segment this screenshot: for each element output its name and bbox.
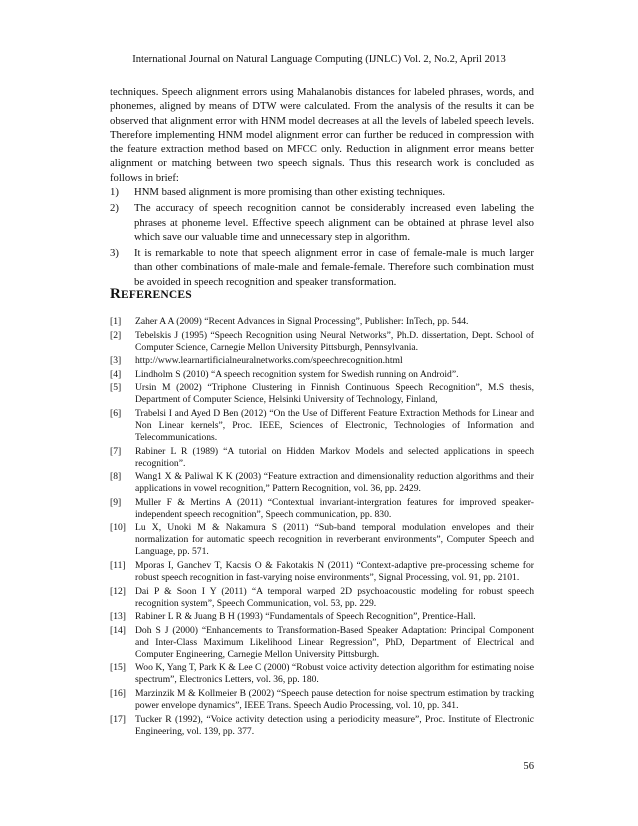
references-heading-initial: R [110,286,122,302]
reference-text: Mporas I, Ganchev T, Kacsis O & Fakotakis N (2011) “Context-adaptive pre-processing scheme for robust speech recognition in fast-varying noise environments”, Signal Processing, vol. 91, pp. 2101. [135,559,534,583]
reference-number: [7] [110,445,122,457]
reference-text: Lindholm S (2010) “A speech recognition system for Swedish running on Android”. [135,368,459,380]
reference-item [110,355,534,367]
references-heading-rest: EFERENCES [121,289,192,301]
reference-text: Tebelskis J (1995) “Speech Recognition using Neural Networks”, Ph.D. dissertation, Dept. School of Computer Science, Carnegie Mellon University Pittsburgh, Pennsylvania. [135,329,534,353]
reference-item [110,522,534,558]
reference-number: [1] [110,316,122,327]
reference-item [110,586,534,610]
reference-text: Tucker R (1992), “Voice activity detection using a periodicity measure”, Proc. Institute of Electronic Engineering, vol. 139, pp. 377. [135,713,534,737]
reference-text: Woo K, Yang T, Park K & Lee C (2000) “Robust voice activity detection algorithm for estimating noise spectrum”, Electronics Letters, vol. 36, pp. 180. [135,662,534,686]
reference-item [110,497,534,521]
reference-item [110,446,534,470]
references-list [110,316,534,739]
reference-item [110,471,534,495]
reference-text: Lu X, Unoki M & Nakamura S (2011) “Sub-band temporal modulation envelopes and their normalization for automatic speech recognition in reverberant environments”, Computer Speech and Language, pp. 571. [135,522,534,558]
reference-number: [15] [110,662,126,674]
reference-text: Rabiner L R & Juang B H (1993) “Fundamentals of Speech Recognition”, Prentice-Hall. [135,611,476,623]
reference-number: [4] [110,368,122,380]
conclusion-text: The accuracy of speech recognition cannot be considerably increased even labeling the phrases at phoneme level. Effective speech alignment can be obtained at phrase level also which save our valuable time and unnecessary step in algorithm. [134,202,534,243]
reference-item [110,330,534,354]
page-number: 56 [523,761,534,772]
reference-number: [6] [110,407,122,419]
reference-text: Wang1 X & Paliwal K K (2003) “Feature extraction and dimensionality reduction algorithms and their applications in vowel recognition,” Pattern Recognition, vol. 36, pp. 2429. [135,471,534,495]
reference-text: Doh S J (2000) “Enhancements to Transformation-Based Speaker Adaptation: Principal Component and Inter-Class Maximum Likelihood Linear Regression”, PhD, Department of Electrical and Computer Engineering, Carnegie Mellon University Pittsburgh. [135,624,534,660]
reference-text: http://www.learnartificialneuralnetworks.com/speechrecognition.html [135,355,403,367]
reference-number: [12] [110,585,126,597]
reference-item [110,625,534,661]
reference-item [110,611,534,623]
reference-number: [10] [110,522,126,534]
reference-number: [3] [110,355,122,367]
reference-text: Trabelsi I and Ayed D Ben (2012) “On the Use of Different Feature Extraction Methods for Linear and Non Linear kernels”, Proc. IEEE, Sciences of Electronic, Technologies of Information and Telecommunications. [135,407,534,443]
reference-number: [5] [110,382,122,394]
reference-item [110,662,534,686]
references-heading [110,286,192,303]
conclusion-number: 2) [110,202,119,215]
conclusion-item [110,185,534,199]
reference-number: [9] [110,496,122,508]
reference-item [110,560,534,584]
reference-text: Rabiner L R (1989) “A tutorial on Hidden Markov Models and selected applications in speech recognition”. [135,445,534,469]
conclusion-item [110,246,534,289]
reference-item [110,316,534,328]
reference-number: [13] [110,611,126,623]
conclusion-number: 3) [110,247,119,260]
reference-number: [17] [110,713,126,725]
intro-paragraph: techniques. Speech alignment errors using Mahalanobis distances for labeled phrases, words, and phonemes, aligned by means of DTW were calculated. From the analysis of the results it can be observed that alignment error with HNM model decreases at all the levels of labeled speech levels. Therefore implementing HNM model alignment error can further be reduced in compression with the feature extraction method based on MFCC only. Reduction in alignment error means better alignment or matching between two speech signals. Thus this research work is concluded as follows in brief: [110,86,534,184]
conclusion-number: 1) [110,186,119,198]
reference-item [110,688,534,712]
reference-number: [16] [110,687,126,699]
reference-item [110,369,534,381]
reference-number: [14] [110,624,126,636]
reference-item [110,408,534,444]
reference-item [110,382,534,406]
conclusion-text: HNM based alignment is more promising than other existing techniques. [134,186,446,198]
reference-number: [11] [110,559,126,571]
reference-number: [8] [110,471,122,483]
conclusion-text: It is remarkable to note that speech alignment error in case of female-male is much larger than other combinations of male-male and female-female. Therefore such combination must be avoided in speech recognition and speaker transformation. [134,247,534,288]
reference-text: Ursin M (2002) “Triphone Clustering in Finnish Continuous Speech Recognition”, M.S thesis, Department of Computer Science, Helsinki University of Technology, Finland, [135,382,534,406]
reference-text: Dai P & Soon I Y (2011) “A temporal warped 2D psychoacoustic modeling for robust speech recognition system”, Speech Communication, vol. 53, pp. 229. [135,585,534,609]
conclusion-item [110,201,534,244]
reference-text: Zaher A A (2009) “Recent Advances in Signal Processing”, Publisher: InTech, pp. 544. [135,316,469,327]
reference-number: [2] [110,329,122,341]
reference-item [110,714,534,738]
conclusions-list [110,185,534,291]
reference-text: Muller F & Mertins A (2011) “Contextual invariant-intergration features for improved speaker-independent speech recognition”, Speech communication, pp. 830. [135,496,534,520]
running-header: International Journal on Natural Language Computing (IJNLC) Vol. 2, No.2, April 2013 [132,54,506,65]
reference-text: Marzinzik M & Kollmeier B (2002) “Speech pause detection for noise spectrum estimation by tracking power envelope dynamics”, IEEE Trans. Speech Audio Processing, vol. 10, pp. 341. [135,687,534,711]
